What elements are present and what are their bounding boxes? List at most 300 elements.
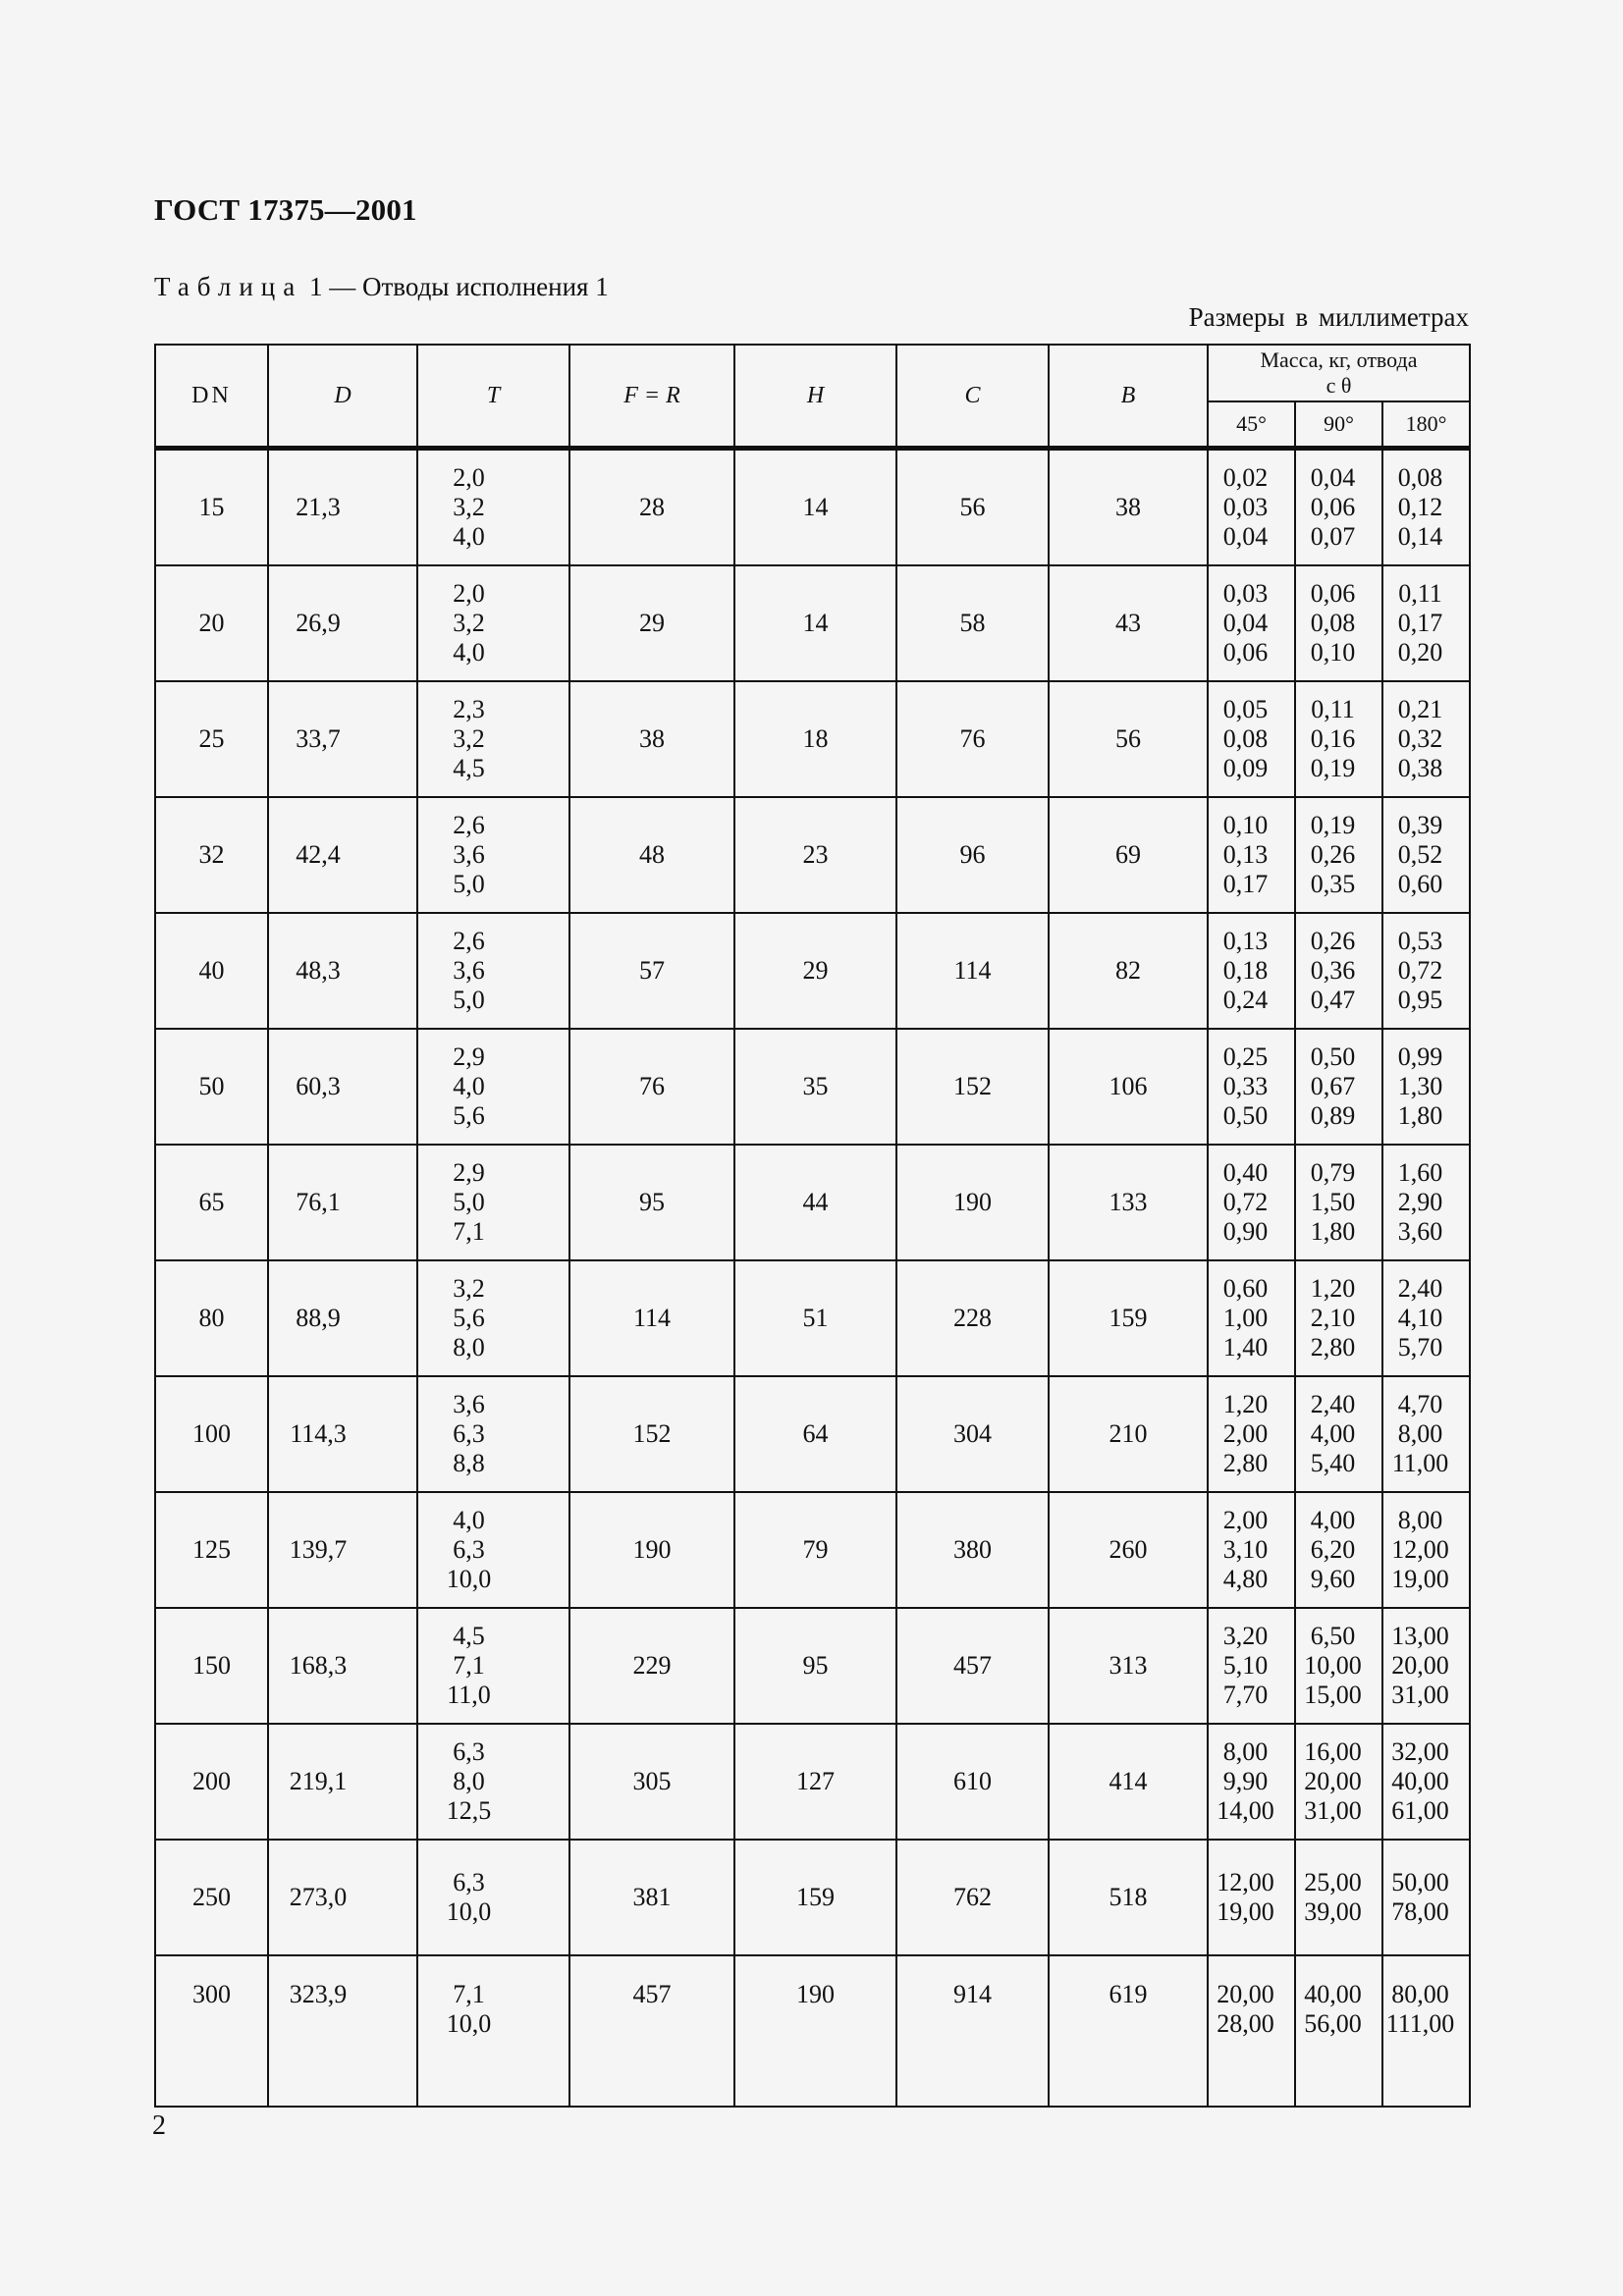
cell-mass-45-value: 0,18 xyxy=(1222,956,1269,985)
table-row xyxy=(155,1724,1470,1840)
cell-d: 26,9 xyxy=(268,565,417,681)
cell-mass-45-value: 19,00 xyxy=(1217,1897,1274,1926)
cell-b: 313 xyxy=(1049,1608,1208,1724)
cell-dn: 15 xyxy=(155,449,268,566)
cell-mass-90 xyxy=(1295,1724,1382,1840)
cell-mass-180-value: 0,38 xyxy=(1397,754,1443,782)
cell-mass-90 xyxy=(1295,1260,1382,1376)
cell-d: 76,1 xyxy=(268,1145,417,1260)
cell-t-value: 10,0 xyxy=(446,1565,492,1593)
cell-mass-45-value: 0,33 xyxy=(1222,1072,1269,1100)
cell-mass-45-value: 9,90 xyxy=(1222,1767,1269,1795)
cell-t-value: 3,2 xyxy=(453,609,485,637)
header-f-r: F = R xyxy=(569,345,734,449)
cell-t xyxy=(417,1029,569,1145)
cell-mass-90 xyxy=(1295,565,1382,681)
cell-mass-90 xyxy=(1295,1492,1382,1608)
cell-mass-45-value: 12,00 xyxy=(1217,1868,1274,1896)
cell-mass-180 xyxy=(1382,913,1470,1029)
cell-mass-90-value: 4,00 xyxy=(1310,1419,1356,1448)
cell-t-value: 2,6 xyxy=(453,811,485,839)
cell-mass-45-value: 14,00 xyxy=(1217,1796,1274,1825)
cell-mass-90-value: 25,00 xyxy=(1304,1868,1362,1896)
cell-mass-45 xyxy=(1208,1955,1295,2107)
cell-b: 414 xyxy=(1049,1724,1208,1840)
cell-h: 35 xyxy=(734,1029,896,1145)
cell-mass-45 xyxy=(1208,1724,1295,1840)
cell-mass-90-value: 1,20 xyxy=(1310,1274,1356,1303)
cell-mass-90-value: 39,00 xyxy=(1304,1897,1362,1926)
cell-mass-90-value: 10,00 xyxy=(1304,1651,1362,1680)
cell-mass-180-value: 0,21 xyxy=(1397,695,1443,723)
cell-mass-45 xyxy=(1208,565,1295,681)
cell-f-r: 114 xyxy=(569,1260,734,1376)
cell-t-value: 4,0 xyxy=(453,1072,485,1100)
cell-b: 518 xyxy=(1049,1840,1208,1955)
header-b: B xyxy=(1049,345,1208,449)
units-note: Размеры в миллиметрах xyxy=(1188,302,1469,332)
cell-mass-180-value: 0,32 xyxy=(1397,724,1443,753)
cell-mass-180-value: 0,52 xyxy=(1397,840,1443,869)
document-title: ГОСТ 17375—2001 xyxy=(154,192,417,227)
cell-mass-45-value: 2,00 xyxy=(1222,1419,1269,1448)
cell-t-value: 6,3 xyxy=(453,1868,485,1896)
cell-t-value: 4,0 xyxy=(453,522,485,551)
cell-dn: 300 xyxy=(155,1955,268,2107)
cell-mass-45-value: 0,06 xyxy=(1222,638,1269,667)
cell-mass-45 xyxy=(1208,1608,1295,1724)
cell-mass-90-value: 0,36 xyxy=(1310,956,1356,985)
cell-mass-45-value: 3,20 xyxy=(1222,1622,1269,1650)
cell-h: 127 xyxy=(734,1724,896,1840)
cell-t-value: 8,0 xyxy=(453,1333,485,1362)
cell-mass-90-value: 6,20 xyxy=(1310,1535,1356,1564)
cell-dn: 50 xyxy=(155,1029,268,1145)
cell-mass-180-value: 5,70 xyxy=(1397,1333,1443,1362)
cell-mass-90-value: 0,35 xyxy=(1310,870,1356,898)
cell-t-value: 4,0 xyxy=(453,638,485,667)
cell-t-value: 7,1 xyxy=(453,1651,485,1680)
cell-f-r: 457 xyxy=(569,1955,734,2107)
cell-c: 610 xyxy=(896,1724,1049,1840)
cell-t-value: 2,9 xyxy=(453,1158,485,1187)
cell-mass-90-value: 1,50 xyxy=(1310,1188,1356,1216)
cell-f-r: 229 xyxy=(569,1608,734,1724)
cell-mass-45-value: 4,80 xyxy=(1222,1565,1269,1593)
table-row xyxy=(155,681,1470,797)
cell-mass-45-value: 0,25 xyxy=(1222,1042,1269,1071)
cell-mass-90 xyxy=(1295,1376,1382,1492)
cell-mass-90 xyxy=(1295,913,1382,1029)
cell-mass-180-value: 20,00 xyxy=(1391,1651,1449,1680)
cell-c: 152 xyxy=(896,1029,1049,1145)
cell-t-value: 2,0 xyxy=(453,463,485,492)
cell-mass-45-value: 28,00 xyxy=(1217,2009,1274,2038)
cell-t-value: 5,6 xyxy=(453,1101,485,1130)
cell-t-value: 5,0 xyxy=(453,986,485,1014)
cell-b: 38 xyxy=(1049,449,1208,566)
cell-mass-45 xyxy=(1208,1029,1295,1145)
cell-t xyxy=(417,1608,569,1724)
cell-mass-90-value: 31,00 xyxy=(1304,1796,1362,1825)
cell-b: 69 xyxy=(1049,797,1208,913)
cell-mass-90-value: 5,40 xyxy=(1310,1449,1356,1477)
cell-mass-180-value: 0,60 xyxy=(1397,870,1443,898)
cell-mass-45-value: 1,00 xyxy=(1222,1304,1269,1332)
cell-mass-45-value: 0,72 xyxy=(1222,1188,1269,1216)
cell-mass-90 xyxy=(1295,1608,1382,1724)
cell-t xyxy=(417,565,569,681)
table-caption-prefix: Таблица xyxy=(154,272,303,301)
cell-mass-180-value: 0,17 xyxy=(1397,609,1443,637)
cell-f-r: 152 xyxy=(569,1376,734,1492)
cell-d: 273,0 xyxy=(268,1840,417,1955)
cell-mass-45 xyxy=(1208,1145,1295,1260)
header-dn: DN xyxy=(155,345,268,449)
cell-t-value: 3,6 xyxy=(453,956,485,985)
header-angle-180: 180° xyxy=(1382,401,1470,449)
cell-mass-90-value: 40,00 xyxy=(1304,1980,1362,2008)
cell-mass-180-value: 0,39 xyxy=(1397,811,1443,839)
table-row xyxy=(155,1955,1470,2107)
cell-t xyxy=(417,1145,569,1260)
table-row xyxy=(155,1376,1470,1492)
cell-dn: 80 xyxy=(155,1260,268,1376)
table-row xyxy=(155,565,1470,681)
cell-mass-90-value: 15,00 xyxy=(1304,1681,1362,1709)
cell-dn: 200 xyxy=(155,1724,268,1840)
cell-mass-45-value: 0,02 xyxy=(1222,463,1269,492)
cell-mass-45-value: 3,10 xyxy=(1222,1535,1269,1564)
cell-mass-90-value: 0,19 xyxy=(1310,811,1356,839)
cell-t xyxy=(417,681,569,797)
cell-mass-45-value: 20,00 xyxy=(1217,1980,1274,2008)
cell-mass-45-value: 0,09 xyxy=(1222,754,1269,782)
cell-h: 44 xyxy=(734,1145,896,1260)
cell-b: 106 xyxy=(1049,1029,1208,1145)
cell-mass-90-value: 0,26 xyxy=(1310,927,1356,955)
cell-f-r: 28 xyxy=(569,449,734,566)
cell-mass-90-value: 0,19 xyxy=(1310,754,1356,782)
table-row xyxy=(155,1492,1470,1608)
cell-h: 14 xyxy=(734,565,896,681)
cell-t-value: 8,8 xyxy=(453,1449,485,1477)
cell-mass-45-value: 1,20 xyxy=(1222,1390,1269,1418)
cell-d: 48,3 xyxy=(268,913,417,1029)
cell-t-value: 6,3 xyxy=(453,1419,485,1448)
header-d: D xyxy=(268,345,417,449)
cell-t-value: 3,6 xyxy=(453,1390,485,1418)
cell-mass-90-value: 0,04 xyxy=(1310,463,1356,492)
cell-mass-180 xyxy=(1382,565,1470,681)
cell-mass-45-value: 0,17 xyxy=(1222,870,1269,898)
cell-h: 51 xyxy=(734,1260,896,1376)
cell-c: 76 xyxy=(896,681,1049,797)
cell-t-value: 5,0 xyxy=(453,870,485,898)
cell-mass-180 xyxy=(1382,1492,1470,1608)
cell-mass-45 xyxy=(1208,1492,1295,1608)
cell-dn: 40 xyxy=(155,913,268,1029)
cell-dn: 250 xyxy=(155,1840,268,1955)
cell-mass-45-value: 8,00 xyxy=(1222,1737,1269,1766)
cell-t xyxy=(417,913,569,1029)
cell-mass-180 xyxy=(1382,1955,1470,2107)
cell-mass-180 xyxy=(1382,1376,1470,1492)
cell-mass-45-value: 0,90 xyxy=(1222,1217,1269,1246)
cell-mass-180-value: 11,00 xyxy=(1391,1449,1449,1477)
cell-mass-45-value: 0,24 xyxy=(1222,986,1269,1014)
cell-mass-180 xyxy=(1382,449,1470,566)
cell-t-value: 4,5 xyxy=(453,754,485,782)
table-row xyxy=(155,1840,1470,1955)
cell-dn: 32 xyxy=(155,797,268,913)
cell-mass-90-value: 0,06 xyxy=(1310,579,1356,608)
table-row xyxy=(155,1260,1470,1376)
cell-h: 29 xyxy=(734,913,896,1029)
cell-mass-90-value: 0,06 xyxy=(1310,493,1356,521)
cell-d: 33,7 xyxy=(268,681,417,797)
cell-b: 619 xyxy=(1049,1955,1208,2107)
cell-mass-45-value: 0,04 xyxy=(1222,522,1269,551)
cell-mass-90-value: 0,08 xyxy=(1310,609,1356,637)
cell-mass-90-value: 4,00 xyxy=(1310,1506,1356,1534)
cell-dn: 100 xyxy=(155,1376,268,1492)
cell-d: 60,3 xyxy=(268,1029,417,1145)
cell-c: 914 xyxy=(896,1955,1049,2107)
cell-mass-180-value: 0,14 xyxy=(1397,522,1443,551)
cell-f-r: 190 xyxy=(569,1492,734,1608)
cell-h: 159 xyxy=(734,1840,896,1955)
cell-b: 210 xyxy=(1049,1376,1208,1492)
cell-t-value: 3,6 xyxy=(453,840,485,869)
cell-mass-45-value: 0,08 xyxy=(1222,724,1269,753)
cell-f-r: 381 xyxy=(569,1840,734,1955)
cell-mass-180-value: 0,11 xyxy=(1398,579,1442,608)
cell-mass-90-value: 0,07 xyxy=(1310,522,1356,551)
cell-mass-180 xyxy=(1382,797,1470,913)
cell-mass-180-value: 8,00 xyxy=(1397,1419,1443,1448)
header-mass xyxy=(1208,345,1470,401)
table-row xyxy=(155,797,1470,913)
header-angle-45: 45° xyxy=(1208,401,1295,449)
cell-t-value: 4,0 xyxy=(453,1506,485,1534)
cell-f-r: 38 xyxy=(569,681,734,797)
header-t: T xyxy=(417,345,569,449)
cell-t-value: 3,2 xyxy=(453,1274,485,1303)
cell-t-value: 2,6 xyxy=(453,927,485,955)
cell-mass-180-value: 2,90 xyxy=(1397,1188,1443,1216)
cell-mass-180-value: 1,30 xyxy=(1397,1072,1443,1100)
cell-mass-45-value: 0,05 xyxy=(1222,695,1269,723)
cell-c: 58 xyxy=(896,565,1049,681)
cell-t xyxy=(417,1955,569,2107)
cell-dn: 150 xyxy=(155,1608,268,1724)
cell-b: 260 xyxy=(1049,1492,1208,1608)
cell-c: 762 xyxy=(896,1840,1049,1955)
cell-c: 228 xyxy=(896,1260,1049,1376)
cell-mass-180-value: 4,10 xyxy=(1397,1304,1443,1332)
cell-mass-180 xyxy=(1382,1029,1470,1145)
cell-t-value: 2,9 xyxy=(453,1042,485,1071)
cell-mass-90-value: 9,60 xyxy=(1310,1565,1356,1593)
cell-mass-180-value: 0,53 xyxy=(1397,927,1443,955)
cell-t xyxy=(417,1724,569,1840)
cell-mass-90-value: 0,11 xyxy=(1311,695,1355,723)
cell-t xyxy=(417,1260,569,1376)
cell-mass-45-value: 7,70 xyxy=(1222,1681,1269,1709)
header-h: H xyxy=(734,345,896,449)
cell-mass-90-value: 1,80 xyxy=(1310,1217,1356,1246)
cell-t-value: 5,0 xyxy=(453,1188,485,1216)
cell-mass-180-value: 19,00 xyxy=(1391,1565,1449,1593)
cell-b: 159 xyxy=(1049,1260,1208,1376)
table-row xyxy=(155,449,1470,566)
cell-mass-180-value: 8,00 xyxy=(1397,1506,1443,1534)
cell-d: 323,9 xyxy=(268,1955,417,2107)
cell-mass-90-value: 16,00 xyxy=(1304,1737,1362,1766)
cell-mass-180-value: 3,60 xyxy=(1397,1217,1443,1246)
cell-mass-180-value: 0,20 xyxy=(1397,638,1443,667)
cell-f-r: 48 xyxy=(569,797,734,913)
cell-mass-90 xyxy=(1295,1029,1382,1145)
cell-mass-90-value: 0,50 xyxy=(1310,1042,1356,1071)
cell-h: 79 xyxy=(734,1492,896,1608)
cell-h: 190 xyxy=(734,1955,896,2107)
cell-mass-90-value: 0,26 xyxy=(1310,840,1356,869)
cell-mass-45 xyxy=(1208,797,1295,913)
cell-mass-45-value: 5,10 xyxy=(1222,1651,1269,1680)
cell-mass-90-value: 0,67 xyxy=(1310,1072,1356,1100)
table-body xyxy=(155,449,1470,2108)
cell-t-value: 11,0 xyxy=(447,1681,491,1709)
cell-c: 457 xyxy=(896,1608,1049,1724)
cell-mass-45-value: 1,40 xyxy=(1222,1333,1269,1362)
cell-c: 380 xyxy=(896,1492,1049,1608)
cell-mass-180-value: 111,00 xyxy=(1385,2009,1455,2038)
cell-t-value: 7,1 xyxy=(453,1217,485,1246)
cell-mass-90-value: 2,80 xyxy=(1310,1333,1356,1362)
cell-mass-45-value: 2,00 xyxy=(1222,1506,1269,1534)
cell-t-value: 6,3 xyxy=(453,1535,485,1564)
cell-mass-45-value: 0,13 xyxy=(1222,927,1269,955)
table-row xyxy=(155,1608,1470,1724)
cell-mass-90-value: 0,47 xyxy=(1310,986,1356,1014)
cell-t xyxy=(417,1376,569,1492)
cell-d: 219,1 xyxy=(268,1724,417,1840)
cell-mass-180 xyxy=(1382,1608,1470,1724)
cell-mass-45 xyxy=(1208,449,1295,566)
cell-dn: 25 xyxy=(155,681,268,797)
cell-b: 133 xyxy=(1049,1145,1208,1260)
cell-mass-90 xyxy=(1295,797,1382,913)
cell-dn: 20 xyxy=(155,565,268,681)
cell-f-r: 57 xyxy=(569,913,734,1029)
cell-mass-180-value: 2,40 xyxy=(1397,1274,1443,1303)
cell-t-value: 4,5 xyxy=(453,1622,485,1650)
cell-f-r: 95 xyxy=(569,1145,734,1260)
cell-mass-90-value: 2,10 xyxy=(1310,1304,1356,1332)
cell-d: 42,4 xyxy=(268,797,417,913)
cell-mass-90-value: 20,00 xyxy=(1304,1767,1362,1795)
cell-mass-90 xyxy=(1295,1955,1382,2107)
cell-mass-45-value: 0,50 xyxy=(1222,1101,1269,1130)
cell-t-value: 2,0 xyxy=(453,579,485,608)
cell-mass-180-value: 1,80 xyxy=(1397,1101,1443,1130)
cell-mass-180-value: 12,00 xyxy=(1391,1535,1449,1564)
cell-t-value: 12,5 xyxy=(446,1796,492,1825)
cell-mass-45-value: 0,10 xyxy=(1222,811,1269,839)
cell-mass-180-value: 0,72 xyxy=(1397,956,1443,985)
table-row xyxy=(155,1029,1470,1145)
cell-mass-45-value: 0,04 xyxy=(1222,609,1269,637)
cell-mass-180 xyxy=(1382,681,1470,797)
header-angle-90: 90° xyxy=(1295,401,1382,449)
cell-mass-180-value: 1,60 xyxy=(1397,1158,1443,1187)
cell-mass-45 xyxy=(1208,913,1295,1029)
cell-h: 23 xyxy=(734,797,896,913)
cell-mass-180-value: 80,00 xyxy=(1391,1980,1449,2008)
cell-mass-90-value: 0,79 xyxy=(1310,1158,1356,1187)
cell-mass-45-value: 0,40 xyxy=(1222,1158,1269,1187)
page-number: 2 xyxy=(152,2110,166,2141)
cell-mass-180-value: 78,00 xyxy=(1391,1897,1449,1926)
cell-mass-180-value: 0,99 xyxy=(1397,1042,1443,1071)
cell-c: 96 xyxy=(896,797,1049,913)
table-row xyxy=(155,1145,1470,1260)
cell-h: 14 xyxy=(734,449,896,566)
cell-mass-180 xyxy=(1382,1724,1470,1840)
cell-mass-180-value: 0,12 xyxy=(1397,493,1443,521)
cell-h: 18 xyxy=(734,681,896,797)
cell-f-r: 305 xyxy=(569,1724,734,1840)
cell-mass-180-value: 13,00 xyxy=(1391,1622,1449,1650)
cell-mass-90-value: 2,40 xyxy=(1310,1390,1356,1418)
cell-h: 95 xyxy=(734,1608,896,1724)
cell-mass-180 xyxy=(1382,1145,1470,1260)
cell-t xyxy=(417,797,569,913)
table-caption-text: 1 — Отводы исполнения 1 xyxy=(302,272,609,301)
cell-t-value: 10,0 xyxy=(446,2009,492,2038)
cell-mass-45 xyxy=(1208,1260,1295,1376)
cell-mass-180 xyxy=(1382,1840,1470,1955)
cell-mass-180-value: 40,00 xyxy=(1391,1767,1449,1795)
cell-h: 64 xyxy=(734,1376,896,1492)
cell-t-value: 5,6 xyxy=(453,1304,485,1332)
cell-dn: 65 xyxy=(155,1145,268,1260)
cell-mass-45 xyxy=(1208,681,1295,797)
cell-mass-180-value: 32,00 xyxy=(1391,1737,1449,1766)
cell-mass-45 xyxy=(1208,1840,1295,1955)
cell-t xyxy=(417,1492,569,1608)
cell-mass-90 xyxy=(1295,1840,1382,1955)
cell-mass-180-value: 61,00 xyxy=(1391,1796,1449,1825)
cell-f-r: 76 xyxy=(569,1029,734,1145)
cell-b: 82 xyxy=(1049,913,1208,1029)
bends-table xyxy=(154,344,1471,2108)
cell-mass-45-value: 0,03 xyxy=(1222,493,1269,521)
cell-d: 168,3 xyxy=(268,1608,417,1724)
table-caption xyxy=(154,272,609,302)
cell-mass-45-value: 0,13 xyxy=(1222,840,1269,869)
cell-mass-180-value: 4,70 xyxy=(1397,1390,1443,1418)
cell-t-value: 6,3 xyxy=(453,1737,485,1766)
cell-mass-180-value: 50,00 xyxy=(1391,1868,1449,1896)
table-row xyxy=(155,913,1470,1029)
cell-c: 114 xyxy=(896,913,1049,1029)
cell-t-value: 3,2 xyxy=(453,724,485,753)
cell-mass-90-value: 0,89 xyxy=(1310,1101,1356,1130)
cell-t xyxy=(417,1840,569,1955)
